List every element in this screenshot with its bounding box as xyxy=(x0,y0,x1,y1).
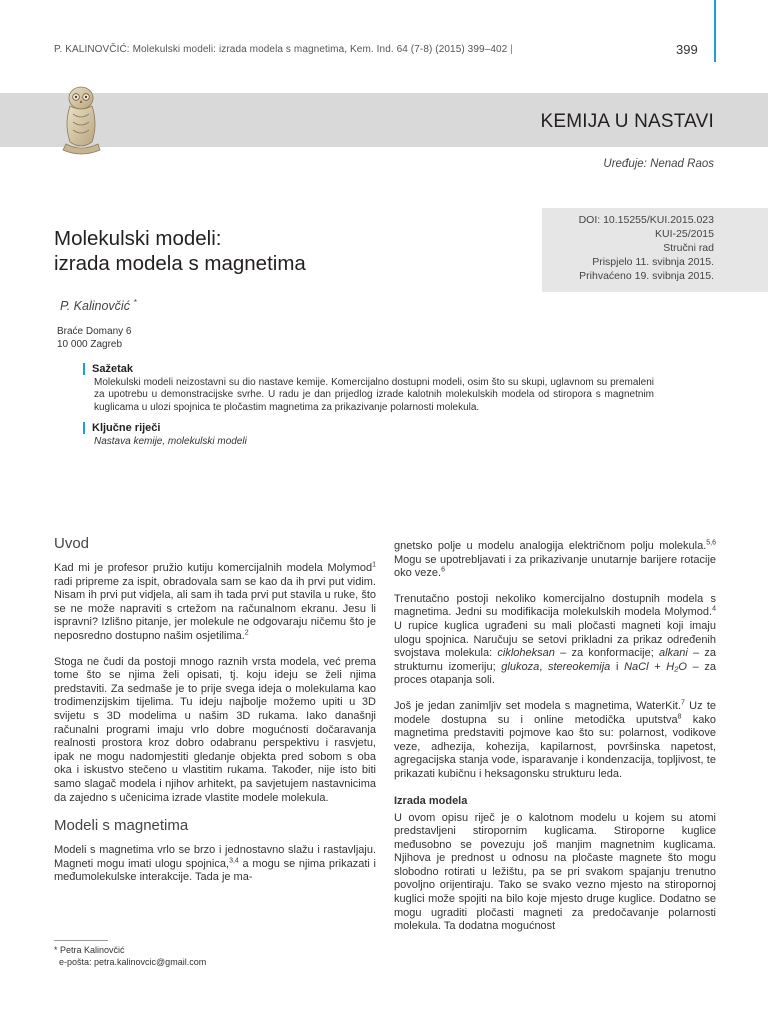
keywords-text: Nastava kemije, molekulski modeli xyxy=(94,436,247,448)
author-address: Braće Domany 6 10 000 Zagreb xyxy=(57,326,132,350)
running-head: P. KALINOVČIĆ: Molekulski modeli: izrada modela s magnetima, Kem. Ind. 64 (7-8) (2015) 399–402 | xyxy=(54,44,513,55)
owl-logo-icon xyxy=(58,84,104,160)
editor-line: Uređuje: Nenad Raos xyxy=(603,158,714,170)
paragraph: Stoga ne čudi da postoji mnogo raznih vrsta modela, već prema tome što se njima želi opisati, tj. koju ideju se želi njima predstaviti. Za sedmaše je to prije svega ideja o molekulama kao trodimenzijskim tijelima. Tu ideju najbolje možemo upiti u 3D svijetu s 3D modelima u našim 3D rukama. Iako današnji računalni programi imaju vrlo dobre mogućnosti dočaravanja realnosti prostora kroz dobro odabranu perspektivu i rasvjetu, ipak ne mogu nadomjestiti gledanje objekta pred sobom s oba oka i iskustvo stečeno u vlastitim rukama. Također, nije isto biti samo slagač modela i njihov arhitekt, pa savjetujem nastavnicima da zajedno s učenicima izrade vlastite modele molekula. xyxy=(54,655,376,804)
body-column-right xyxy=(394,540,716,934)
keywords-heading: Ključne riječi xyxy=(82,421,654,435)
accepted-date: Prihvaćeno 19. svibnja 2015. xyxy=(579,270,714,282)
paragraph: Još je jedan zanimljiv set modela s magnetima, WaterKit.$^7$ Uz te modele dostupna su i online metodička uputstva$^8$ kako magnetima predstaviti pojmove kao što su: polarnost, vodikove veze, adhezija, kohezija, kapilarnost, površinska napetost, agregacijska stanja vode, isparavanje i kondenzacija, topljivost, te prikazati kubičnu i heksagonsku strukturu leda. xyxy=(394,699,717,780)
heading-uvod: Uvod xyxy=(54,535,90,552)
heading-izrada-modela: Izrada modela xyxy=(394,794,468,807)
abstract-block xyxy=(82,362,654,449)
section-title: KEMIJA U NASTAVI xyxy=(540,111,714,132)
paragraph: U ovom opisu riječ je o kalotnom modelu u kojem su atomi predstavljeni stiropornim kuglicama. Stiroporne kuglice međusobno se povezuju još manjim magnetnim kuglicama. Njihova je prednost u odnosu na pločaste magnete što mogu slobodno rotirati u ležištu, pa se pri svakom spajanju trenutno povoljno orijentiraju. Tako se svako vezno mjesto na stiropornoj kuglici može spojiti na bilo koje mjesto druge kuglice. Dodatno se mogu ugraditi pločasti magneti za predočavanje polarnosti molekula. Ta dodatna mogućnost xyxy=(394,811,716,933)
received-date: Prispjelo 11. svibnja 2015. xyxy=(592,256,714,268)
accent-rule xyxy=(714,0,716,62)
paragraph: Modeli s magnetima vrlo se brzo i jednostavno slažu i rastavljaju. Magneti mogu imati ulogu spojnica,$^{3,4}$ a mogu se njima prikazati i međumolekulske interakcije. Tada je ma- xyxy=(54,844,377,884)
article-title: Molekulski modeli: izrada modela s magnetima xyxy=(54,227,306,275)
article-meta-box xyxy=(542,208,768,292)
footnote: * Petra Kalinovčić e-pošta: petra.kalinovcic@gmail.com xyxy=(54,940,206,968)
doi: DOI: 10.15255/KUI.2015.023 xyxy=(578,214,714,226)
body-column-left xyxy=(54,535,376,885)
paragraph: Trenutačno postoji nekoliko komercijalno dostupnih modela s magnetima. Jedni su modifikacija molekulskih modela Molymod.$^4$ U rupice kuglica ugrađeni su mali pločasti magneti koji imaju ulogu spojnica. Naručuju se setovi prikladni za prikaz određenih svojstava molekula: cikloheksan – za konformacije; alkani – za strukturnu izomeriju; glukoza, stereokemija i NaCl + H₂O – za proces otapanja soli. xyxy=(394,592,716,687)
author-name: P. Kalinovčić * xyxy=(60,297,137,313)
paragraph: Kad mi je profesor pružio kutiju komercijalnih modela Molymod$^1$ radi pripreme za ispit, obradovala sam se kao da ih prvi put vidim. Nisam ih prvi put vidjela, ali sam ih tada prvi put stavila u ruke, što se ne može napraviti s crtežom na računalnom ekranu. Jesu li ispravni? Izlišno pitanje, jer molekule ne odgovaraju ničemu što je neposredno dostupno našim osjetilima.$^2$ xyxy=(54,561,376,642)
abstract-heading: Sažetak xyxy=(82,362,654,376)
article-type: Stručni rad xyxy=(663,242,714,254)
abstract-text: Molekulski modeli neizostavni su dio nastave kemije. Komercijalno dostupni modeli, osim što su skupi, uglavnom su premaleni za upotrebu u demonstracijske svrhe. U radu je dan prijedlog izrade kalotnih molekulskih modela od stiropora s magnetnim kuglicama u ulozi spojnica te pločastim magnetima za prikazivanje polarnosti molekula. xyxy=(94,377,654,413)
paragraph: gnetsko polje u modelu analogija električnom polju molekula.$^{5,6}$ Mogu se upotrebljavati i za prikazivanje unutarnje barijere rotacije oko veze.$^6$ xyxy=(394,539,716,580)
kui-code: KUI-25/2015 xyxy=(655,228,714,240)
heading-modeli-s-magnetima: Modeli s magnetima xyxy=(54,817,189,835)
author-email: e-pošta: petra.kalinovcic@gmail.com xyxy=(59,957,207,967)
page-number: 399 xyxy=(676,42,698,57)
